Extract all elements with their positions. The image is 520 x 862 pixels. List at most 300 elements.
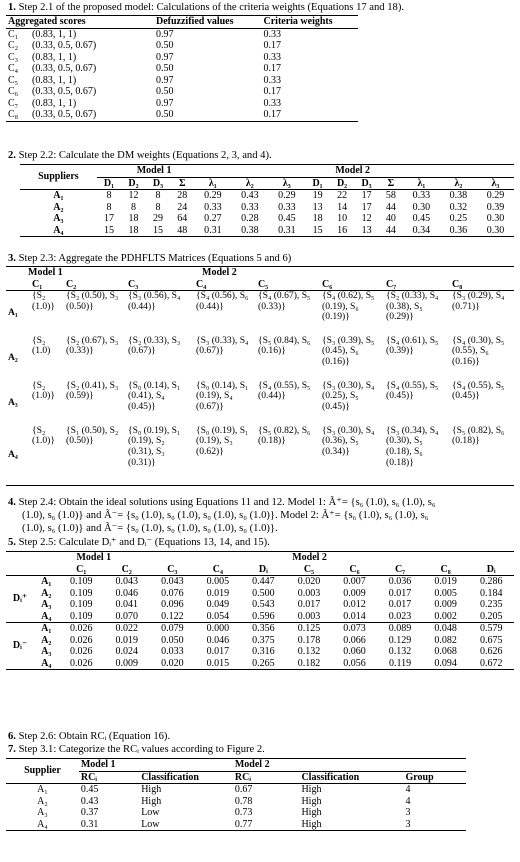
separation-value: 0.017 xyxy=(297,599,321,610)
supplier-label: A₄ xyxy=(41,610,52,622)
separation-row xyxy=(6,623,514,635)
criterion-label: C₇ xyxy=(8,97,19,109)
rc-value: 0.67 xyxy=(234,784,253,795)
separation-model-1-header: Model 1 xyxy=(76,552,112,563)
rc-model-row xyxy=(6,759,466,772)
criterion-label: C₄ xyxy=(8,63,19,74)
pdhflts-cell: {S₃ (0.30), S₄ (0.25), S₅ (0.45)} xyxy=(322,379,375,412)
rc-row xyxy=(6,807,466,819)
dm-column-header: D₁ xyxy=(312,177,323,189)
dm-weights-table xyxy=(20,164,514,237)
pdhflts-cell: {S₀ (0.19), S₁ (0.19), S₃ (0.62)} xyxy=(196,424,249,457)
dm-value: 17 xyxy=(361,190,372,201)
dm-value: 15 xyxy=(312,224,323,236)
separation-value: 0.003 xyxy=(297,610,321,622)
classification: High xyxy=(141,784,162,795)
pdhflts-cell: {S₄ (0.55), S₅ (0.45)} xyxy=(452,379,505,402)
dm-value: 0.29 xyxy=(278,190,296,201)
step-3-number: 3. xyxy=(8,253,16,264)
separation-value: 0.109 xyxy=(69,587,93,599)
pdhflts-model-2-header: Model 2 xyxy=(202,267,237,278)
dm-value: 14 xyxy=(337,201,348,213)
dm-value: 29 xyxy=(152,213,163,224)
dm-value: 0.27 xyxy=(204,213,222,224)
group-value: 4 xyxy=(405,795,411,807)
dm-value: 17 xyxy=(361,201,372,213)
separation-value: 0.109 xyxy=(69,576,93,587)
separation-value: 0.094 xyxy=(434,657,457,669)
separation-value: 0.076 xyxy=(161,587,184,599)
supplier-label: A₄ xyxy=(53,224,64,236)
separation-value: 0.019 xyxy=(115,634,139,646)
separation-column-header: C₆ xyxy=(349,563,360,575)
dm-model-2-header: Model 2 xyxy=(305,165,514,178)
dm-value: 17 xyxy=(103,213,114,224)
pdhflts-cell: {S₂ (0.41), S₃ (0.59)} xyxy=(66,379,119,402)
step-2-text: Step 2.2: Calculate the DM weights (Equations 2, 3, and 4). xyxy=(18,150,272,161)
pdhflts-cell: {S₅ (0.82), S₆ (0.18)} xyxy=(258,424,311,447)
separation-empty-corner xyxy=(34,564,58,576)
separation-value: 0.024 xyxy=(115,646,139,657)
pdhflts-cell: {S₄ (0.56), S₆ (0.44)} xyxy=(196,290,249,312)
separation-value: 0.046 xyxy=(206,634,230,646)
dm-value: 15 xyxy=(152,224,163,236)
supplier-label: A₃ xyxy=(37,807,48,818)
separation-value: 0.500 xyxy=(252,587,275,599)
rc-classification-table xyxy=(6,758,466,831)
separation-value: 0.066 xyxy=(343,634,366,646)
header-defuzzified-values: Defuzzified values xyxy=(156,16,234,27)
dm-value: 58 xyxy=(385,190,396,201)
step-7-text: Step 3.1: Categorize the RCᵢ values according to Figure 2. xyxy=(18,744,265,755)
pdhflts-cell: {S₄ (0.30), S₅ (0.55), S₆ (0.16)} xyxy=(452,334,505,367)
separation-value: 0.043 xyxy=(115,576,139,587)
dm-column-header: D₂ xyxy=(336,177,348,189)
dm-value: 0.33 xyxy=(278,201,296,213)
pdhflts-column-header: C₆ xyxy=(322,278,333,290)
separation-value: 0.056 xyxy=(343,657,366,669)
separation-value: 0.041 xyxy=(115,599,139,610)
separation-value: 0.003 xyxy=(297,587,321,599)
dm-value: 8 xyxy=(155,190,161,201)
dm-value: 0.31 xyxy=(204,224,222,236)
separation-value: 0.596 xyxy=(252,610,275,622)
pdhflts-cell: {S₅ (0.84), S₆ (0.16)} xyxy=(258,334,311,357)
rc-value: 0.31 xyxy=(80,818,99,830)
separation-value: 0.050 xyxy=(161,634,184,646)
defuzzified-value: 0.97 xyxy=(156,51,174,63)
dm-column-header: λ₂ xyxy=(454,177,463,189)
separation-column-header: Dᵢ xyxy=(258,563,268,575)
criteria-weight: 0.17 xyxy=(263,86,281,97)
separation-value: 0.543 xyxy=(252,599,275,610)
dm-value: 18 xyxy=(128,213,139,224)
dm-value: 0.34 xyxy=(412,224,431,236)
separation-value: 0.375 xyxy=(252,634,275,646)
pdhflts-cell: {S₃ (0.56), S₄ (0.44)} xyxy=(128,290,181,312)
separation-value: 0.205 xyxy=(479,610,503,622)
criteria-weights-row xyxy=(6,98,358,110)
separation-value: 0.023 xyxy=(388,610,412,622)
separation-value: 0.356 xyxy=(252,623,275,634)
dm-column-header: λ₃ xyxy=(491,177,500,189)
defuzzified-value: 0.50 xyxy=(156,40,174,51)
supplier-label: A₁ xyxy=(41,623,52,634)
criterion-label: C₆ xyxy=(8,86,19,97)
separation-group-label: Dᵢ⁺ xyxy=(12,593,28,605)
separation-value: 0.020 xyxy=(297,576,321,587)
dm-column-header: Σ xyxy=(179,177,186,189)
pdhflts-cell: {S₂ (1.0)} xyxy=(32,424,55,447)
separation-value: 0.235 xyxy=(479,599,503,610)
step-1-text: Step 2.1 of the proposed model: Calculations of the criteria weights (Equations 17 and 18). xyxy=(18,2,405,13)
dm-weights-row xyxy=(20,225,514,237)
dm-column-header: D₃ xyxy=(361,177,372,189)
criteria-weight: 0.33 xyxy=(263,97,281,109)
separation-value: 0.122 xyxy=(161,610,184,622)
separation-value: 0.132 xyxy=(388,646,412,657)
separation-model-row xyxy=(6,552,514,564)
rc-column-header: Classification xyxy=(141,771,199,783)
rc-supplier-header: Supplier xyxy=(24,765,61,777)
separation-value: 0.014 xyxy=(343,610,366,622)
dm-value: 0.39 xyxy=(486,201,505,213)
pdhflts-cell: {S₃ (0.34), S₄ (0.30), S₅ (0.18), S₆ (0.18)} xyxy=(386,424,439,468)
aggregated-score: (0.83, 1, 1) xyxy=(32,97,77,109)
separation-value: 0.109 xyxy=(69,610,93,622)
dm-value: 44 xyxy=(385,201,396,213)
separation-value: 0.009 xyxy=(115,657,139,669)
dm-value: 19 xyxy=(312,190,323,201)
pdhflts-cell: {S₃ (0.39), S₅ (0.45), S₆ (0.16)} xyxy=(322,334,375,367)
dm-value: 8 xyxy=(155,201,161,213)
supplier-label: A₃ xyxy=(53,213,64,224)
rc-column-header: Classification xyxy=(301,771,360,783)
step-5-text: Step 2.5: Calculate Dᵢ⁺ and Dᵢ⁻ (Equations 13, 14, and 15). xyxy=(18,537,270,548)
pdhflts-cell: {S₂ (0.33), S₄ (0.38), S₅ (0.29)} xyxy=(386,290,439,323)
supplier-label: A₂ xyxy=(41,634,52,646)
dm-value: 40 xyxy=(385,213,396,224)
pdhflts-cell: {S₃ (0.30), S₄ (0.36), S₅ (0.34)} xyxy=(322,424,375,457)
separation-value: 0.046 xyxy=(115,587,139,599)
criterion-label: C₅ xyxy=(8,74,19,86)
separation-value: 0.026 xyxy=(69,634,93,646)
step-7-number: 7. xyxy=(8,744,16,755)
rc-column-header: RCᵢ xyxy=(80,771,98,783)
separation-value: 0.178 xyxy=(297,634,321,646)
dm-value: 0.29 xyxy=(204,190,222,201)
criteria-weights-row xyxy=(6,63,358,75)
separation-value: 0.017 xyxy=(388,587,412,599)
classification: Low xyxy=(141,818,160,830)
separation-value: 0.012 xyxy=(343,599,366,610)
pdhflts-column-header: C₁ xyxy=(32,278,43,290)
separation-measures-table xyxy=(6,551,514,670)
dm-value: 0.25 xyxy=(449,213,468,224)
supplier-label: A₂ xyxy=(37,795,48,807)
pdhflts-cell: {S₂ (0.50), S₃ (0.50)} xyxy=(66,290,119,312)
separation-row xyxy=(6,611,514,623)
aggregated-score: (0.33, 0.5, 0.67) xyxy=(32,86,97,97)
pdhflts-cell: {S₃ (0.29), S₄ (0.71)} xyxy=(452,290,505,312)
rc-model-1-header: Model 1 xyxy=(79,759,233,772)
dm-value: 8 xyxy=(106,201,112,213)
defuzzified-value: 0.97 xyxy=(156,28,174,40)
pdhflts-row xyxy=(6,336,514,381)
dm-value: 8 xyxy=(106,190,112,201)
separation-value: 0.022 xyxy=(115,623,139,634)
separation-value: 0.000 xyxy=(206,623,230,634)
dm-column-header: D₃ xyxy=(152,177,164,189)
separation-row xyxy=(6,588,514,600)
aggregated-score: (0.33, 0.5, 0.67) xyxy=(32,63,97,74)
separation-value: 0.020 xyxy=(161,657,184,669)
step-4-line-1: Step 2.4: Obtain the ideal solutions using Equations 11 and 12. Model 1: Ã⁺= {s₆ (1.0), s₆ (1.0), s₆ xyxy=(18,497,436,508)
supplier-label: A₂ xyxy=(8,351,18,363)
classification: High xyxy=(301,807,322,818)
criteria-weights-row xyxy=(6,75,358,87)
separation-value: 0.017 xyxy=(206,646,230,657)
pdhflts-cell: {S₃ (0.33), S₄ (0.67)} xyxy=(196,334,249,357)
dm-model-1-header: Model 1 xyxy=(97,165,306,178)
pdhflts-cell: {S₅ (0.82), S₆ (0.18)} xyxy=(452,424,505,447)
step-5-number: 5. xyxy=(8,537,16,548)
dm-value: 13 xyxy=(312,201,323,213)
pdhflts-cell: {S₀ (0.14), S₁ (0.41), S₄ (0.45)} xyxy=(128,379,181,412)
separation-empty-corner xyxy=(6,564,34,576)
dm-value: 44 xyxy=(385,224,396,236)
criterion-label: C₃ xyxy=(8,51,19,63)
supplier-label: A₁ xyxy=(53,190,64,201)
separation-value: 0.265 xyxy=(252,657,275,669)
separation-value: 0.184 xyxy=(479,587,503,599)
dm-column-header: Σ xyxy=(387,177,395,189)
dm-value: 18 xyxy=(312,213,323,224)
criterion-label: C₂ xyxy=(8,40,19,51)
aggregated-score: (0.83, 1, 1) xyxy=(32,28,77,40)
separation-value: 0.017 xyxy=(388,599,412,610)
classification: High xyxy=(301,818,322,830)
pdhflts-empty-corner xyxy=(6,279,30,291)
rc-value: 0.45 xyxy=(80,784,99,795)
separation-column-header: C₃ xyxy=(167,563,178,575)
dm-column-header: λ₃ xyxy=(282,177,291,189)
step-7-heading xyxy=(8,744,514,756)
separation-column-header: C₂ xyxy=(121,563,132,575)
pdhflts-cell: {S₄ (0.55), S₅ (0.45)} xyxy=(386,379,439,402)
pdhflts-cell: {S₄ (0.61), S₅ (0.39)} xyxy=(386,334,439,357)
defuzzified-value: 0.50 xyxy=(156,63,174,74)
pdhflts-cell: {S₀ (0.14), S₁ (0.19), S₄ (0.67)} xyxy=(196,379,249,412)
criteria-weight: 0.33 xyxy=(263,74,281,86)
pdhflts-column-header: C₇ xyxy=(386,278,397,290)
rc-row xyxy=(6,796,466,808)
pdhflts-cell: {S₂ (1.0)} xyxy=(32,290,55,312)
pdhflts-matrix-table xyxy=(6,266,514,486)
dm-value: 24 xyxy=(177,201,188,213)
rc-value: 0.43 xyxy=(80,795,99,807)
separation-column-header: C₇ xyxy=(394,563,406,575)
aggregated-score: (0.33, 0.5, 0.67) xyxy=(32,40,97,51)
step-6-heading xyxy=(8,731,514,743)
rc-column-header: RCᵢ xyxy=(234,771,252,783)
criteria-weights-row xyxy=(6,86,358,98)
dm-value: 0.36 xyxy=(449,224,468,236)
separation-value: 0.019 xyxy=(206,587,230,599)
supplier-label: A₃ xyxy=(41,646,52,657)
dm-value: 0.30 xyxy=(486,224,505,236)
supplier-label: A₃ xyxy=(41,599,52,610)
separation-value: 0.129 xyxy=(388,634,412,646)
group-value: 4 xyxy=(405,784,411,795)
rc-value: 0.78 xyxy=(234,795,253,807)
dm-value: 12 xyxy=(128,190,139,201)
pdhflts-cell: {S₂ (1.0)} xyxy=(32,379,55,402)
criteria-weights-row xyxy=(6,28,358,40)
pdhflts-cell: {S₄ (0.67), S₅ (0.33)} xyxy=(258,290,311,312)
defuzzified-value: 0.50 xyxy=(156,86,174,97)
separation-value: 0.070 xyxy=(115,610,139,622)
supplier-label: A₂ xyxy=(53,201,64,213)
separation-column-header: C₁ xyxy=(76,563,87,575)
criterion-label: C₁ xyxy=(8,28,19,40)
separation-column-header: C₈ xyxy=(440,563,451,575)
supplier-label: A₃ xyxy=(8,396,18,408)
separation-value: 0.049 xyxy=(206,599,230,610)
step-4-number: 4. xyxy=(8,497,16,508)
classification: High xyxy=(301,795,322,807)
rc-model-2-header: Model 2 xyxy=(233,759,466,772)
rc-row xyxy=(6,784,466,796)
separation-value: 0.005 xyxy=(206,576,230,587)
criteria-weights-row xyxy=(6,40,358,52)
criterion-label: C₈ xyxy=(8,109,19,120)
dm-value: 28 xyxy=(177,190,188,201)
separation-value: 0.060 xyxy=(343,646,366,657)
dm-value: 0.45 xyxy=(412,213,431,224)
classification: High xyxy=(301,784,322,795)
header-aggregated-scores: Aggregated scores xyxy=(8,16,86,27)
rc-value: 0.73 xyxy=(234,807,253,818)
defuzzified-value: 0.97 xyxy=(156,74,174,86)
supplier-label: A₄ xyxy=(41,657,52,669)
dm-value: 13 xyxy=(361,224,372,236)
supplier-label: A₁ xyxy=(41,576,52,587)
separation-value: 0.119 xyxy=(388,657,412,669)
pdhflts-cell: {S₀ (0.19), S₁ (0.19), S₂ (0.31), S₃ (0.31)} xyxy=(128,424,181,468)
pdhflts-column-row xyxy=(6,279,514,291)
dm-column-header: λ₂ xyxy=(245,177,254,189)
criteria-weight: 0.17 xyxy=(263,40,281,51)
criteria-weights-row xyxy=(6,109,358,121)
separation-value: 0.125 xyxy=(297,623,321,634)
separation-value: 0.082 xyxy=(434,634,457,646)
step-2-heading xyxy=(8,150,514,162)
step-6-text: Step 2.6: Obtain RCᵢ (Equation 16). xyxy=(18,731,171,742)
dm-value: 12 xyxy=(361,213,372,224)
pdhflts-cell: {S₂ (0.67), S₃ (0.33)} xyxy=(66,334,119,357)
separation-value: 0.182 xyxy=(297,657,321,669)
dm-value: 18 xyxy=(128,224,139,236)
pdhflts-column-header: C₂ xyxy=(66,278,77,290)
separation-value: 0.109 xyxy=(69,599,93,610)
separation-column-header: Dᵢ xyxy=(486,563,496,575)
dm-value: 10 xyxy=(337,213,348,224)
classification: High xyxy=(141,795,162,807)
dm-value: 0.29 xyxy=(486,190,505,201)
dm-column-header: λ₁ xyxy=(208,177,217,189)
separation-value: 0.073 xyxy=(343,623,366,634)
separation-value: 0.579 xyxy=(479,623,503,634)
step-3-text: Step 2.3: Aggregate the PDHFLTS Matrices (Equations 5 and 6) xyxy=(18,253,292,264)
dm-value: 0.38 xyxy=(449,190,468,201)
pdhflts-cell: {S₂ (0.33), S₃ (0.67)} xyxy=(128,334,181,357)
pdhflts-column-header: C₅ xyxy=(258,278,269,290)
dm-column-header: D₁ xyxy=(103,177,115,189)
dm-value: 0.43 xyxy=(241,190,259,201)
pdhflts-row xyxy=(6,381,514,426)
separation-row xyxy=(6,599,514,611)
criteria-weights-row xyxy=(6,52,358,64)
dm-weights-model-row xyxy=(20,165,514,178)
supplier-label: A₂ xyxy=(41,587,52,599)
separation-value: 0.626 xyxy=(479,646,503,657)
dm-value: 0.38 xyxy=(241,224,259,236)
rc-value: 0.37 xyxy=(80,807,99,818)
step-1-heading xyxy=(8,2,514,14)
dm-value: 64 xyxy=(177,213,188,224)
aggregated-score: (0.33, 0.5, 0.67) xyxy=(32,109,97,120)
pdhflts-cell: {S₄ (0.55), S₅ (0.44)} xyxy=(258,379,311,402)
step-6-number: 6. xyxy=(8,731,16,742)
step-5-heading xyxy=(8,537,514,549)
separation-value: 0.316 xyxy=(252,646,275,657)
dm-weights-row xyxy=(20,213,514,225)
dm-value: 0.33 xyxy=(241,201,259,213)
separation-value: 0.026 xyxy=(69,623,93,634)
separation-value: 0.675 xyxy=(479,634,503,646)
separation-value: 0.015 xyxy=(206,657,230,669)
pdhflts-row xyxy=(6,291,514,336)
dm-value: 0.33 xyxy=(204,201,222,213)
separation-value: 0.089 xyxy=(388,623,412,634)
step-3-heading xyxy=(8,253,514,265)
rc-column-header: Group xyxy=(405,771,434,783)
separation-value: 0.036 xyxy=(388,576,412,587)
dm-value: 0.28 xyxy=(241,213,259,224)
criteria-weights-table xyxy=(6,15,358,122)
rc-row xyxy=(6,819,466,831)
separation-value: 0.079 xyxy=(161,623,184,634)
separation-group-label: Dᵢ⁻ xyxy=(12,640,28,652)
defuzzified-value: 0.50 xyxy=(156,109,174,120)
step-1-number: 1. xyxy=(8,2,16,13)
criteria-weight: 0.33 xyxy=(263,28,281,40)
aggregated-score: (0.83, 1, 1) xyxy=(32,51,77,63)
separation-value: 0.048 xyxy=(434,623,457,634)
dm-weights-row xyxy=(20,190,514,202)
supplier-label: A₁ xyxy=(8,306,18,318)
pdhflts-column-header: C₈ xyxy=(452,278,463,290)
supplier-label: A₄ xyxy=(8,448,18,460)
dm-value: 22 xyxy=(337,190,348,201)
step-4-heading xyxy=(8,497,514,509)
separation-value: 0.068 xyxy=(434,646,457,657)
criteria-weight: 0.17 xyxy=(263,63,281,74)
dm-weights-row xyxy=(20,202,514,214)
pdhflts-model-1-header: Model 1 xyxy=(28,267,63,278)
dm-value: 0.31 xyxy=(278,224,296,236)
